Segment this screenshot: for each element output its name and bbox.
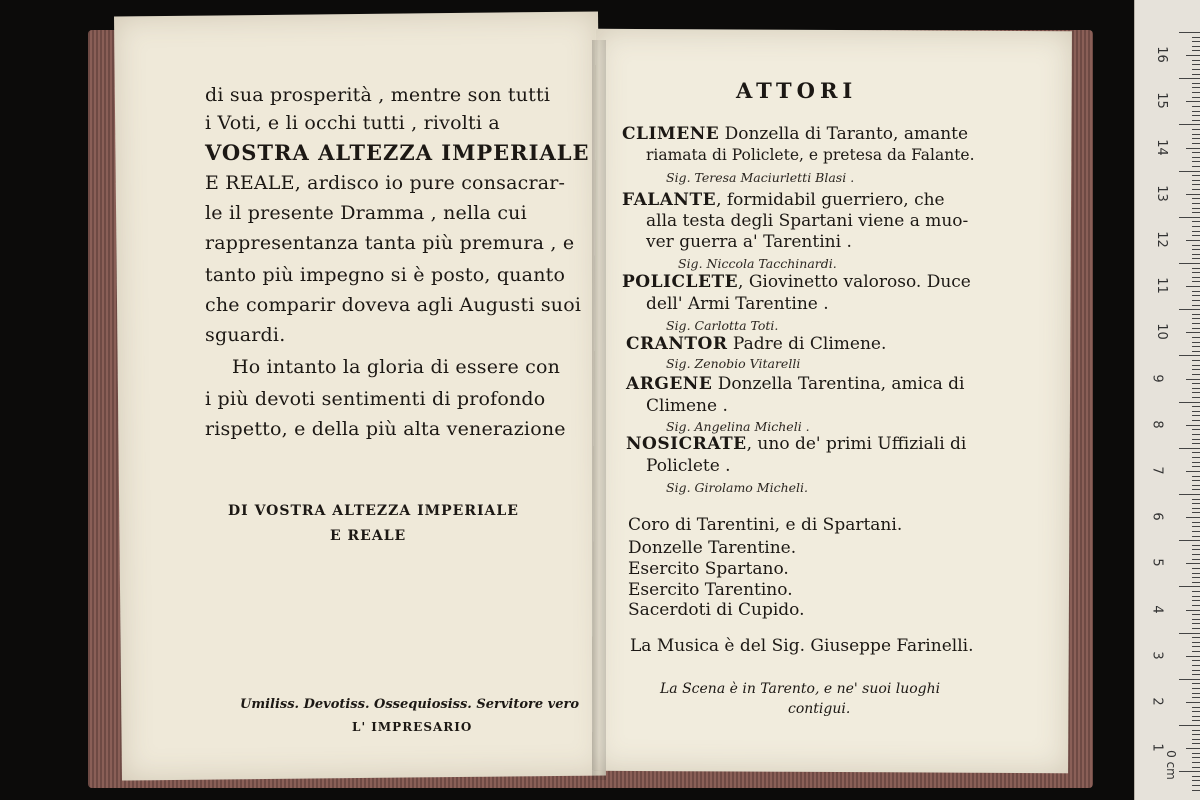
ruler-tick: [1192, 46, 1200, 47]
ruler-tick: [1192, 411, 1200, 412]
ruler-tick: [1192, 651, 1200, 652]
role-argene: [626, 374, 964, 394]
ruler-tick: [1192, 582, 1200, 583]
role-name: ARGENE: [626, 374, 713, 394]
ruler-tick: [1186, 656, 1200, 657]
role-name: POLICLETE: [622, 272, 739, 292]
ruler-tick: [1192, 138, 1200, 139]
ruler-tick: [1192, 739, 1200, 740]
ruler-tick: [1192, 614, 1200, 615]
ruler-tick: [1186, 748, 1200, 749]
ruler-tick: [1192, 776, 1200, 777]
ruler-tick: [1192, 536, 1200, 537]
ruler-tick: [1192, 175, 1200, 176]
role-desc: , Giovinetto valoroso. Duce: [738, 272, 971, 292]
ruler-tick: [1192, 545, 1200, 546]
ruler-tick: [1192, 152, 1200, 153]
ruler-tick: [1192, 300, 1200, 301]
ruler-tick: [1192, 508, 1200, 509]
ruler-tick: [1192, 707, 1200, 708]
ruler-tick: [1179, 725, 1200, 726]
ruler-number: 15: [1153, 92, 1169, 110]
ruler-tick: [1192, 762, 1200, 763]
ruler-tick: [1192, 346, 1200, 347]
ruler-tick: [1192, 780, 1200, 781]
ruler-tick: [1192, 600, 1200, 601]
ruler-tick: [1192, 642, 1200, 643]
ruler-tick: [1179, 263, 1200, 264]
ruler-tick: [1192, 697, 1200, 698]
ruler-tick: [1192, 208, 1200, 209]
role-desc-line: alla testa degli Spartani viene a muo-: [646, 211, 969, 231]
ruler-tick: [1179, 124, 1200, 125]
ruler-tick: [1179, 771, 1200, 772]
ruler-tick: [1186, 101, 1200, 102]
ruler-tick: [1192, 415, 1200, 416]
ruler-tick: [1192, 619, 1200, 620]
ruler-tick: [1192, 235, 1200, 236]
ruler-tick: [1192, 189, 1200, 190]
ruler-tick: [1192, 337, 1200, 338]
left-line-7: tanto più impegno si è posto, quanto: [205, 264, 566, 286]
ruler-tick: [1192, 374, 1200, 375]
ruler-tick: [1192, 277, 1200, 278]
ruler-tick: [1192, 568, 1200, 569]
ruler-tick: [1186, 379, 1200, 380]
role-name: FALANTE: [622, 190, 717, 210]
ruler-tick: [1192, 226, 1200, 227]
ruler-tick: [1192, 50, 1200, 51]
ruler-tick: [1192, 157, 1200, 158]
role-name: CLIMENE: [622, 124, 720, 144]
ruler-number: 1: [1149, 743, 1165, 752]
ruler-number: 11: [1153, 277, 1169, 294]
ruler-tick: [1192, 254, 1200, 255]
ruler-tick: [1192, 41, 1200, 42]
music-credit: La Musica è del Sig. Giuseppe Farinelli.: [630, 636, 974, 656]
singer-name: Sig. Teresa Maciurletti Blasi .: [666, 170, 855, 185]
ruler-tick: [1192, 295, 1200, 296]
scene-line-1: La Scena è in Tarento, e ne' suoi luoghi: [660, 681, 941, 697]
ruler-tick: [1192, 670, 1200, 671]
measuring-ruler: [1134, 0, 1200, 800]
ruler-tick: [1192, 161, 1200, 162]
ruler-tick: [1192, 120, 1200, 121]
singer-name: Sig. Niccola Tacchinardi.: [678, 256, 837, 271]
ruler-tick: [1192, 420, 1200, 421]
ruler-tick: [1192, 476, 1200, 477]
ruler-tick: [1192, 743, 1200, 744]
signature-line-1: Umiliss. Devotiss. Ossequiosiss. Servitore vero: [240, 697, 579, 712]
ruler-tick: [1192, 392, 1200, 393]
ruler-tick: [1192, 452, 1200, 453]
left-line-5: le il presente Dramma , nella cui: [205, 202, 527, 224]
singer-name: Sig. Girolamo Micheli.: [666, 480, 809, 495]
closing-line-2: E REALE: [330, 528, 407, 544]
ruler-tick: [1192, 369, 1200, 370]
ruler-number: 16: [1153, 46, 1169, 63]
role-desc-line: riamata di Policlete, e pretesa da Falante.: [646, 146, 975, 164]
ruler-tick: [1192, 318, 1200, 319]
role-desc-line: Climene .: [646, 396, 728, 416]
ruler-tick: [1179, 679, 1200, 680]
ruler-tick: [1192, 115, 1200, 116]
role-name: CRANTOR: [626, 334, 728, 354]
ruler-number: 6: [1149, 512, 1165, 521]
ruler-tick: [1192, 434, 1200, 435]
ruler-number: 10: [1153, 323, 1169, 341]
ruler-tick: [1179, 32, 1200, 33]
closing-line-1: DI VOSTRA ALTEZZA IMPERIALE: [228, 503, 519, 519]
left-line-8: che comparir doveva agli Augusti suoi: [205, 294, 582, 316]
left-line-3: VOSTRA ALTEZZA IMPERIALE: [205, 140, 590, 165]
role-desc: Padre di Climene.: [727, 334, 887, 354]
ruler-tick: [1192, 623, 1200, 624]
ruler-tick: [1192, 485, 1200, 486]
role-desc: , uno de' primi Uffiziali di: [746, 434, 967, 454]
ruler-unit-label: 0 cm: [1163, 750, 1178, 780]
signature-line-2: L' IMPRESARIO: [352, 720, 473, 734]
ruler-tick: [1179, 633, 1200, 634]
singer-name: Sig. Angelina Micheli .: [666, 419, 810, 434]
ruler-tick: [1186, 563, 1200, 564]
ruler-tick: [1186, 702, 1200, 703]
ruler-tick: [1192, 258, 1200, 259]
ruler-tick: [1192, 489, 1200, 490]
left-line-4: E REALE, ardisco io pure consacrar-: [205, 172, 566, 194]
ruler-tick: [1192, 512, 1200, 513]
ruler-tick: [1192, 180, 1200, 181]
singer-name: Sig. Carlotta Toti.: [666, 318, 779, 333]
ruler-tick: [1192, 439, 1200, 440]
ruler-tick: [1192, 720, 1200, 721]
ruler-tick: [1192, 111, 1200, 112]
ruler-tick: [1192, 328, 1200, 329]
ruler-tick: [1186, 517, 1200, 518]
role-desc-line: ver guerra a' Tarentini .: [646, 232, 852, 252]
ruler-tick: [1192, 462, 1200, 463]
extras-line: Esercito Spartano.: [628, 559, 789, 579]
ruler-tick: [1192, 554, 1200, 555]
ruler-tick: [1192, 342, 1200, 343]
ruler-number: 14: [1153, 138, 1169, 156]
ruler-tick: [1186, 194, 1200, 195]
ruler-tick: [1192, 785, 1200, 786]
ruler-tick: [1192, 365, 1200, 366]
ruler-tick: [1192, 143, 1200, 144]
ruler-tick: [1192, 74, 1200, 75]
ruler-tick: [1179, 494, 1200, 495]
singer-name: Sig. Zenobio Vitarelli: [666, 356, 801, 371]
left-line-6: rappresentanza tanta più premura , e: [205, 232, 575, 254]
ruler-tick: [1192, 245, 1200, 246]
ruler-tick: [1179, 309, 1200, 310]
ruler-tick: [1186, 610, 1200, 611]
ruler-tick: [1192, 688, 1200, 689]
role-desc: , formidabil guerriero, che: [716, 190, 945, 210]
ruler-tick: [1192, 198, 1200, 199]
ruler-tick: [1192, 87, 1200, 88]
ruler-tick: [1192, 106, 1200, 107]
ruler-number: 4: [1149, 604, 1165, 614]
ruler-number: 9: [1149, 373, 1165, 383]
ruler-tick: [1179, 355, 1200, 356]
ruler-tick: [1179, 171, 1200, 172]
ruler-tick: [1179, 448, 1200, 449]
ruler-tick: [1192, 716, 1200, 717]
ruler-tick: [1192, 92, 1200, 93]
ruler-tick: [1192, 281, 1200, 282]
ruler-number: 12: [1153, 231, 1169, 248]
role-falante: [622, 190, 945, 210]
ruler-tick: [1192, 406, 1200, 407]
ruler-tick: [1192, 129, 1200, 130]
left-line-11: i più devoti sentimenti di profondo: [205, 388, 546, 410]
ruler-tick: [1192, 397, 1200, 398]
ruler-tick: [1192, 522, 1200, 523]
ruler-tick: [1192, 212, 1200, 213]
ruler-tick: [1192, 97, 1200, 98]
ruler-tick: [1192, 711, 1200, 712]
ruler-tick: [1186, 148, 1200, 149]
role-desc-line: dell' Armi Tarentine .: [646, 294, 829, 314]
ruler-tick: [1192, 249, 1200, 250]
ruler-number: 13: [1153, 184, 1169, 202]
ruler-number: 5: [1149, 558, 1165, 567]
role-policlete: [622, 272, 971, 292]
ruler-tick: [1192, 646, 1200, 647]
ruler-tick: [1192, 360, 1200, 361]
role-desc-line: Policlete .: [646, 456, 731, 476]
extras-line: Donzelle Tarentine.: [628, 538, 797, 558]
left-line-1: di sua prosperità , mentre son tutti: [205, 84, 551, 106]
ruler-tick: [1192, 734, 1200, 735]
ruler-tick: [1192, 549, 1200, 550]
role-nosicrate: [626, 434, 966, 454]
ruler-tick: [1179, 540, 1200, 541]
ruler-tick: [1192, 757, 1200, 758]
ruler-tick: [1192, 480, 1200, 481]
ruler-tick: [1192, 665, 1200, 666]
left-line-10: Ho intanto la gloria di essere con: [232, 356, 561, 378]
ruler-tick: [1192, 577, 1200, 578]
ruler-tick: [1192, 134, 1200, 135]
ruler-tick: [1192, 83, 1200, 84]
book-gutter: [592, 40, 606, 780]
ruler-tick: [1192, 64, 1200, 65]
left-line-2: i Voti, e li occhi tutti , rivolti a: [205, 112, 500, 134]
ruler-number: 2: [1149, 697, 1165, 706]
ruler-tick: [1192, 184, 1200, 185]
ruler-tick: [1192, 767, 1200, 768]
ruler-tick: [1186, 332, 1200, 333]
role-desc: Donzella Tarentina, amica di: [712, 374, 965, 394]
extras-line: Sacerdoti di Cupido.: [628, 600, 805, 620]
left-line-9: sguardi.: [205, 324, 286, 346]
ruler-number: 8: [1149, 420, 1165, 429]
ruler-tick: [1192, 503, 1200, 504]
ruler-tick: [1186, 425, 1200, 426]
role-climene: [622, 124, 968, 144]
ruler-tick: [1192, 388, 1200, 389]
ruler-tick: [1192, 221, 1200, 222]
ruler-tick: [1192, 323, 1200, 324]
ruler-tick: [1192, 674, 1200, 675]
ruler-tick: [1192, 605, 1200, 606]
ruler-tick: [1192, 291, 1200, 292]
role-crantor: [626, 334, 886, 354]
ruler-tick: [1192, 637, 1200, 638]
ruler-tick: [1192, 268, 1200, 269]
ruler-tick: [1192, 693, 1200, 694]
ruler-tick: [1192, 466, 1200, 467]
ruler-tick: [1192, 628, 1200, 629]
ruler-tick: [1192, 314, 1200, 315]
extras-line: Esercito Tarentino.: [628, 580, 793, 600]
ruler-tick: [1186, 471, 1200, 472]
extras-line: Coro di Tarentini, e di Spartani.: [628, 515, 903, 535]
ruler-tick: [1192, 429, 1200, 430]
ruler-tick: [1186, 286, 1200, 287]
ruler-tick: [1192, 231, 1200, 232]
ruler-tick: [1192, 660, 1200, 661]
ruler-tick: [1192, 559, 1200, 560]
ruler-tick: [1179, 217, 1200, 218]
ruler-tick: [1192, 69, 1200, 70]
ruler-tick: [1192, 457, 1200, 458]
ruler-tick: [1192, 166, 1200, 167]
ruler-tick: [1179, 78, 1200, 79]
ruler-tick: [1192, 730, 1200, 731]
ruler-tick: [1192, 305, 1200, 306]
ruler-tick: [1192, 526, 1200, 527]
ruler-tick: [1192, 383, 1200, 384]
ruler-tick: [1192, 60, 1200, 61]
ruler-tick: [1186, 240, 1200, 241]
ruler-tick: [1192, 596, 1200, 597]
role-name: NOSICRATE: [626, 434, 747, 454]
ruler-tick: [1192, 683, 1200, 684]
ruler-tick: [1192, 591, 1200, 592]
ruler-tick: [1192, 272, 1200, 273]
cast-heading: ATTORI: [736, 78, 858, 103]
ruler-tick: [1192, 499, 1200, 500]
scene-line-2: contigui.: [788, 701, 851, 717]
ruler-tick: [1186, 55, 1200, 56]
ruler-tick: [1192, 790, 1200, 791]
ruler-tick: [1192, 531, 1200, 532]
ruler-tick: [1192, 753, 1200, 754]
left-line-12: rispetto, e della più alta venerazione: [205, 418, 566, 440]
ruler-tick: [1192, 573, 1200, 574]
ruler-tick: [1192, 37, 1200, 38]
ruler-tick: [1192, 351, 1200, 352]
ruler-number: 7: [1149, 466, 1165, 475]
ruler-tick: [1179, 402, 1200, 403]
ruler-tick: [1192, 443, 1200, 444]
role-desc: Donzella di Taranto, amante: [719, 124, 969, 144]
ruler-tick: [1192, 203, 1200, 204]
ruler-tick: [1179, 586, 1200, 587]
ruler-number: 3: [1149, 651, 1165, 660]
